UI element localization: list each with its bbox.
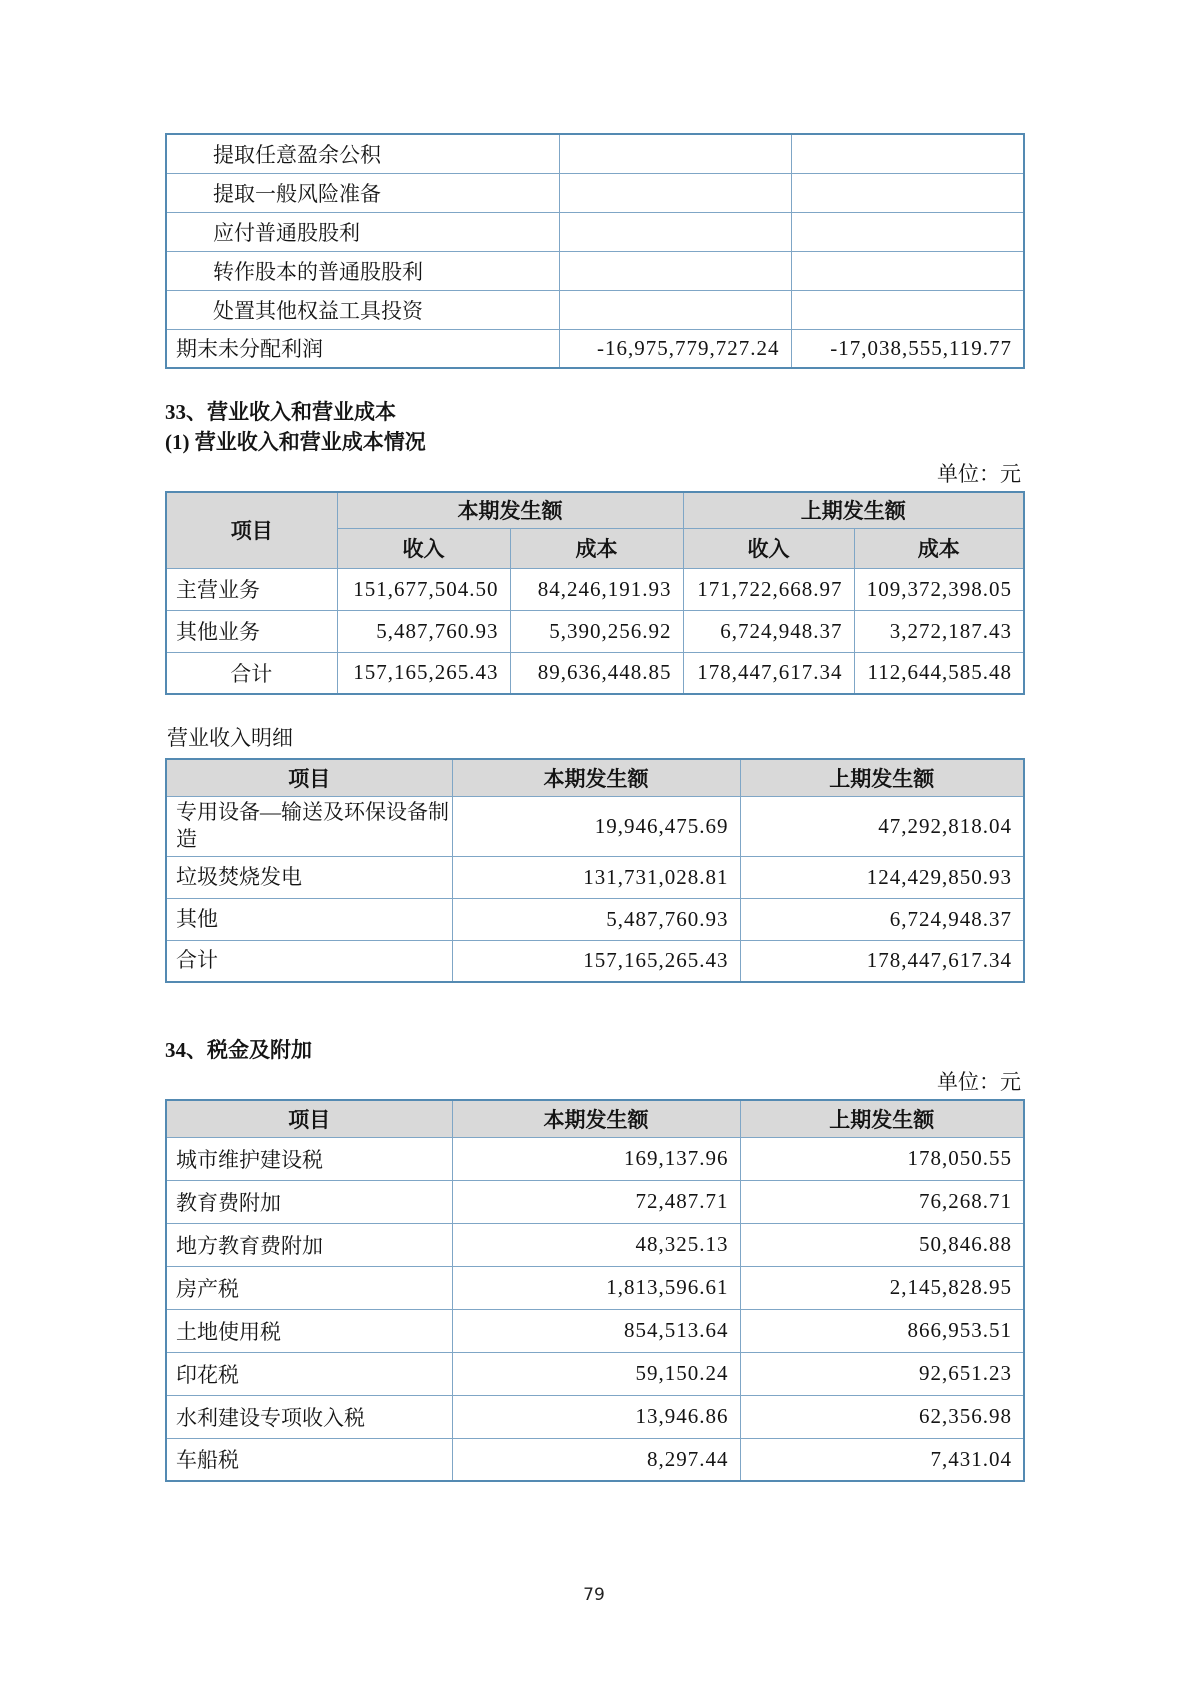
row-value-current: 157,165,265.43 [452,940,740,982]
row-label: 其他业务 [166,610,337,652]
row-value-current [559,251,791,290]
table-row [166,212,1024,251]
row-value-current [559,212,791,251]
row-value-current: 59,150.24 [452,1352,740,1395]
unit-label: 单位：元 [937,1070,1021,1094]
row-value: 3,272,187.43 [854,610,1024,652]
column-header-income: 收入 [337,528,510,568]
column-header-item: 项目 [166,492,337,568]
row-label: 提取任意盈余公积 [166,134,559,173]
header-row [166,492,1024,528]
row-value-current: 131,731,028.81 [452,856,740,898]
row-value-previous: 124,429,850.93 [740,856,1024,898]
row-label: 转作股本的普通股股利 [166,251,559,290]
row-value: 112,644,585.48 [854,652,1024,694]
column-header-current-period: 本期发生额 [452,1100,740,1137]
row-label: 车船税 [166,1438,452,1481]
row-value-previous: 47,292,818.04 [740,796,1024,856]
row-label: 土地使用税 [166,1309,452,1352]
section-34 [165,1035,1023,1482]
row-value-current: 19,946,475.69 [452,796,740,856]
table-row [166,568,1024,610]
row-value-current: 72,487.71 [452,1180,740,1223]
row-label: 水利建设专项收入税 [166,1395,452,1438]
row-value: 5,390,256.92 [510,610,683,652]
table-row [166,329,1024,368]
table-row [166,1352,1024,1395]
row-label: 提取一般风险准备 [166,173,559,212]
row-value-current: 48,325.13 [452,1223,740,1266]
row-value: 89,636,448.85 [510,652,683,694]
row-value-previous [791,173,1024,212]
column-header-item: 项目 [166,759,452,796]
row-label: 印花税 [166,1352,452,1395]
table-row [166,1309,1024,1352]
row-label: 其他 [166,898,452,940]
row-value-previous: 6,724,948.37 [740,898,1024,940]
table-row-total [166,652,1024,694]
row-value-previous [791,134,1024,173]
table-row [166,796,1024,856]
table-row [166,1395,1024,1438]
header-row [166,759,1024,796]
revenue-detail-caption: 营业收入明细 [167,726,293,750]
column-header-cost: 成本 [510,528,683,568]
row-value-previous: 76,268.71 [740,1180,1024,1223]
revenue-detail-table [165,758,1025,983]
row-value: 151,677,504.50 [337,568,510,610]
page-number: 79 [583,1585,605,1605]
row-value-previous: 2,145,828.95 [740,1266,1024,1309]
section-33 [165,397,1023,983]
column-header-income: 收入 [683,528,854,568]
table-row [166,134,1024,173]
row-value: 5,487,760.93 [337,610,510,652]
row-value: 157,165,265.43 [337,652,510,694]
row-label: 垃圾焚烧发电 [166,856,452,898]
section-subheading: (1) 营业收入和营业成本情况 [165,430,426,454]
table-row-total [166,940,1024,982]
row-value-previous: -17,038,555,119.77 [791,329,1024,368]
row-value-current: 854,513.64 [452,1309,740,1352]
row-label: 城市维护建设税 [166,1137,452,1180]
table-row [166,1180,1024,1223]
row-value: 171,722,668.97 [683,568,854,610]
row-value-previous: 866,953.51 [740,1309,1024,1352]
page-content [165,0,1023,1605]
row-value-previous: 178,050.55 [740,1137,1024,1180]
row-value-previous: 62,356.98 [740,1395,1024,1438]
table-row [166,610,1024,652]
revenue-cost-table [165,491,1025,695]
table-row [166,1438,1024,1481]
table-row [166,1223,1024,1266]
row-value: 84,246,191.93 [510,568,683,610]
row-label: 处置其他权益工具投资 [166,290,559,329]
row-value-previous: 92,651.23 [740,1352,1024,1395]
row-label: 教育费附加 [166,1180,452,1223]
row-value: 6,724,948.37 [683,610,854,652]
row-value: 109,372,398.05 [854,568,1024,610]
table-row [166,898,1024,940]
section-heading: 34、税金及附加 [165,1038,312,1062]
profit-appropriation-table [165,133,1025,369]
column-header-current-period: 本期发生额 [337,492,683,528]
column-header-cost: 成本 [854,528,1024,568]
column-header-prior-period: 上期发生额 [683,492,1024,528]
row-label: 专用设备—输送及环保设备制造 [166,796,452,856]
row-value-previous [791,290,1024,329]
table-row [166,290,1024,329]
row-value-previous [791,212,1024,251]
row-label: 房产税 [166,1266,452,1309]
table-row [166,173,1024,212]
column-header-prior-period: 上期发生额 [740,1100,1024,1137]
row-value-current [559,290,791,329]
row-value-current: 13,946.86 [452,1395,740,1438]
column-header-prior-period: 上期发生额 [740,759,1024,796]
row-value-current: 169,137.96 [452,1137,740,1180]
header-row [166,1100,1024,1137]
row-label: 期末未分配利润 [166,329,559,368]
row-value-current: 5,487,760.93 [452,898,740,940]
unit-label: 单位：元 [937,462,1021,486]
row-label: 主营业务 [166,568,337,610]
taxes-surcharges-table [165,1099,1025,1482]
row-value-current [559,134,791,173]
row-value-current: 1,813,596.61 [452,1266,740,1309]
column-header-current-period: 本期发生额 [452,759,740,796]
row-value-current [559,173,791,212]
row-label-total: 合计 [166,652,337,694]
row-value: 178,447,617.34 [683,652,854,694]
row-label-total: 合计 [166,940,452,982]
row-value-previous: 50,846.88 [740,1223,1024,1266]
table-row [166,251,1024,290]
column-header-item: 项目 [166,1100,452,1137]
section-heading: 33、营业收入和营业成本 [165,400,396,424]
row-value-current: -16,975,779,727.24 [559,329,791,368]
row-label: 应付普通股股利 [166,212,559,251]
row-label: 地方教育费附加 [166,1223,452,1266]
row-value-previous [791,251,1024,290]
row-value-previous: 7,431.04 [740,1438,1024,1481]
table-row [166,1137,1024,1180]
table-row [166,1266,1024,1309]
row-value-current: 8,297.44 [452,1438,740,1481]
row-value-previous: 178,447,617.34 [740,940,1024,982]
table-row [166,856,1024,898]
